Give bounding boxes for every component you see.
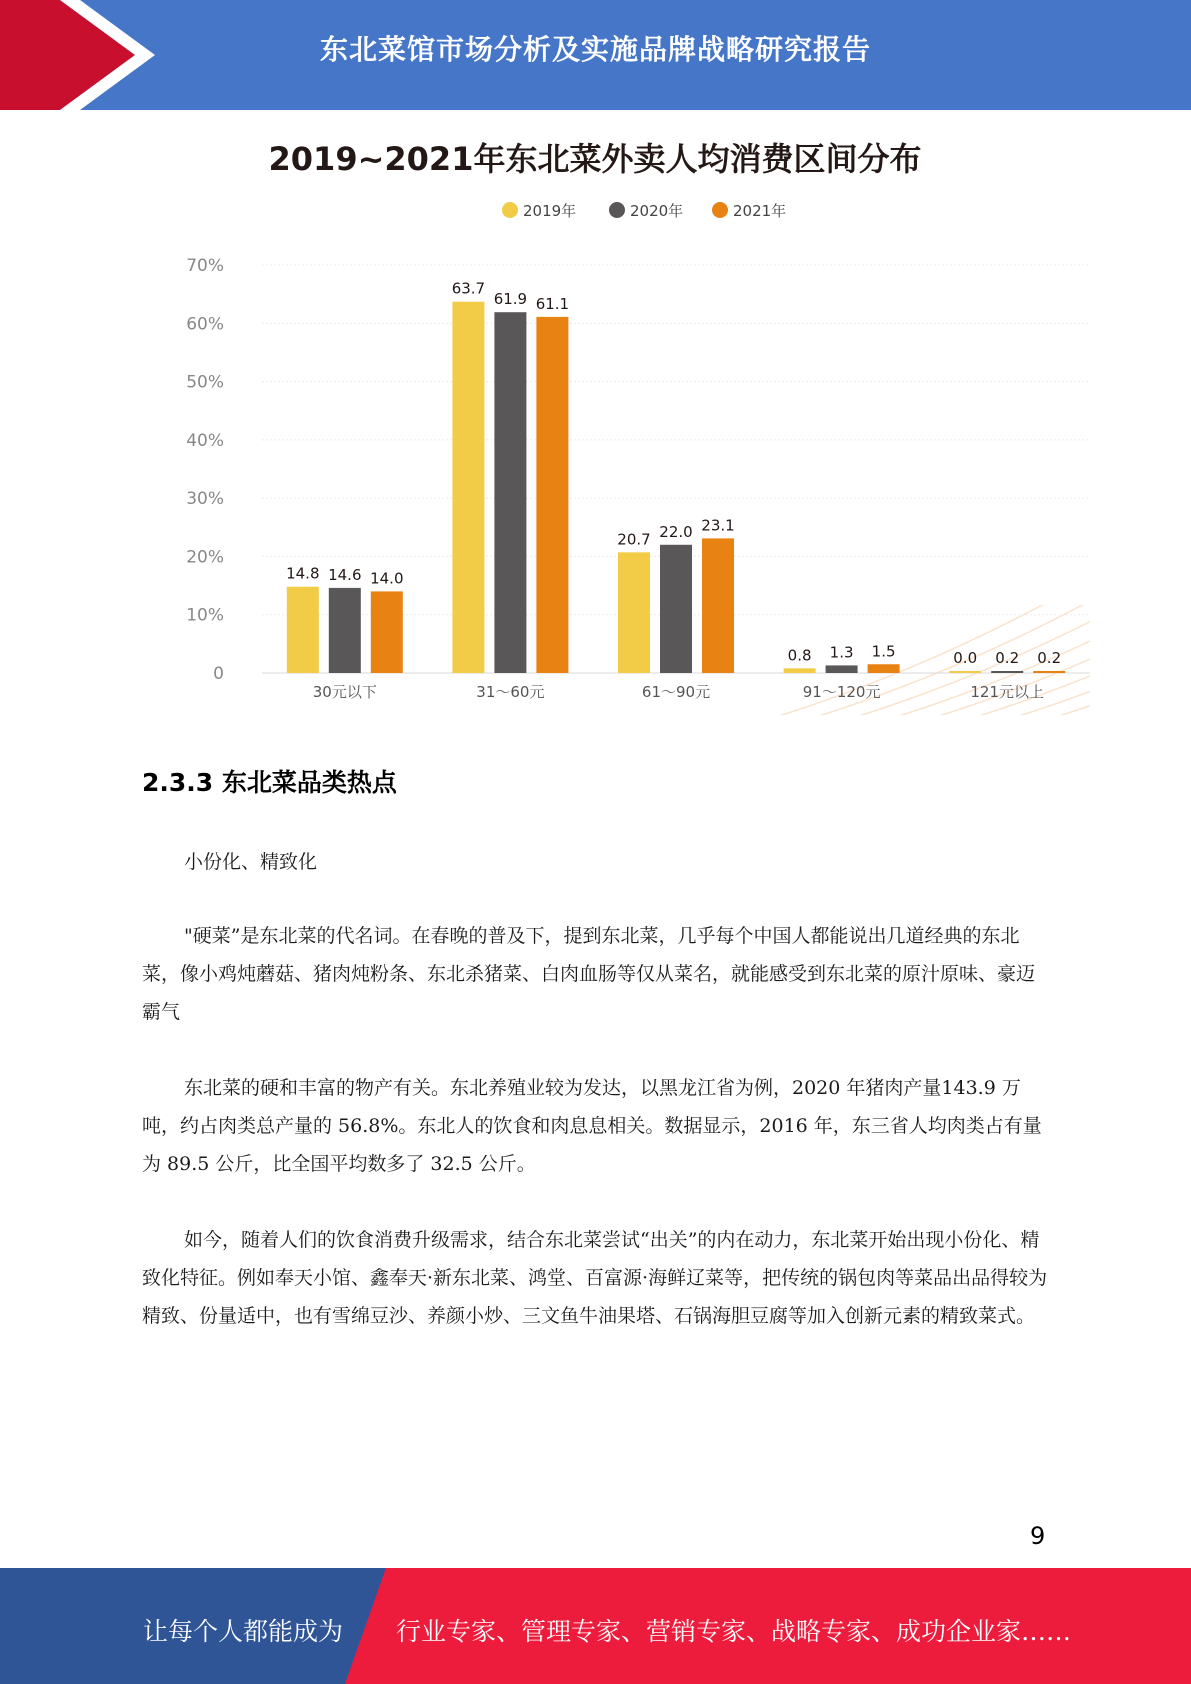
y-tick-label: 40% [186,430,224,451]
bar [991,671,1023,673]
bar-value-label: 0.2 [1037,649,1062,667]
bar [371,591,403,673]
bar [784,668,816,673]
x-tick-label: 61～90元 [641,683,711,701]
legend-swatch-2 [712,202,728,218]
bar-value-label: 61.1 [535,294,570,313]
bar [452,302,484,673]
bar [287,587,319,673]
x-tick-label: 91～120元 [802,683,881,701]
bar-value-label: 14.8 [286,564,320,583]
chart-title: 2019~2021年东北菜外卖人均消费区间分布 [268,140,922,178]
bar-value-label: 23.1 [701,516,735,535]
y-tick-label: 60% [186,314,224,335]
bar [868,664,900,673]
bar-value-label: 22.0 [659,522,693,541]
bar-value-label: 0.0 [953,649,978,667]
bar-value-label: 0.8 [787,646,812,665]
bar-value-label: 63.7 [451,279,486,298]
y-tick-label: 0 [213,664,224,684]
bar [536,317,568,673]
paragraph-3: 如今，随着人们的饮食消费升级需求，结合东北菜尝试“出关”的内在动力，东北菜开始出现小份化、精致化特征。例如奉天小馆、鑫奉天·新东北菜、鸿堂、百富源·海鲜辽菜等，把传统的锅包肉等菜品出品得较为精致、份量适中，也有雪绵豆沙、养颜小炒、三文鱼牛油果塔、石锅海胆豆腐等加入创新元素的精致菜式。 [142,1229,1048,1327]
bar [494,312,526,673]
bar-value-label: 0.2 [995,649,1020,667]
legend-label-1: 2020年 [630,202,684,220]
legend-swatch-0 [502,202,518,218]
x-tick-label: 30元以下 [312,683,377,701]
page-number: 9 [1030,1522,1046,1550]
legend-label-2: 2021年 [733,202,787,220]
chart-bars [286,280,1065,673]
section-heading: 2.3.3 东北菜品类热点 [142,768,397,797]
bar [329,588,361,673]
y-tick-label: 20% [186,547,224,568]
bar-value-label: 14.6 [328,565,362,584]
y-tick-label: 10% [186,605,224,626]
x-tick-label: 121元以上 [970,683,1045,701]
page-header [0,0,1191,110]
report-title: 东北菜馆市场分析及实施品牌战略研究报告 [319,33,871,66]
footer-slogan-right: 行业专家、管理专家、营销专家、战略专家、成功企业家…… [396,1617,1072,1646]
sub-heading: 小份化、精致化 [184,851,318,873]
paragraph-2: 东北菜的硬和丰富的物产有关。东北养殖业较为发达，以黑龙江省为例，2020 年猪肉产量143.9 万吨，约占肉类总产量的 56.8%。东北人的饮食和肉息息相关。数据显示，2016 年，东三省人均肉类占有量为 89.5 公斤，比全国平均数多了 32.5 公斤。 [142,1077,1042,1175]
legend-label-0: 2019年 [523,202,577,220]
bar-value-label: 1.5 [871,642,896,661]
bar [1033,671,1065,673]
bar-chart [170,125,1100,715]
chart-legend [502,202,786,220]
x-tick-label: 31～60元 [476,683,545,701]
bar-value-label: 20.7 [617,530,651,549]
footer-slogan-left: 让每个人都能成为 [143,1617,344,1646]
bar [702,538,734,673]
y-tick-label: 50% [186,372,224,393]
x-axis [313,683,1044,701]
bar [660,545,692,673]
bar-value-label: 1.3 [829,643,854,662]
y-axis [186,256,224,684]
y-tick-label: 70% [186,256,224,276]
legend-swatch-1 [609,202,625,218]
paragraph-1: "硬菜”是东北菜的代名词。在春晚的普及下，提到东北菜，几乎每个中国人都能说出几道经典的东北菜，像小鸡炖蘑菇、猪肉炖粉条、东北杀猪菜、白肉血肠等仅从菜名，就能感受到东北菜的原汁原味、豪迈霸气 [142,925,1036,1023]
bar-value-label: 14.0 [370,569,404,588]
bar [949,671,981,673]
bar [618,552,650,673]
bar-value-label: 61.9 [493,290,528,309]
bar [826,665,858,673]
y-tick-label: 30% [186,489,224,510]
